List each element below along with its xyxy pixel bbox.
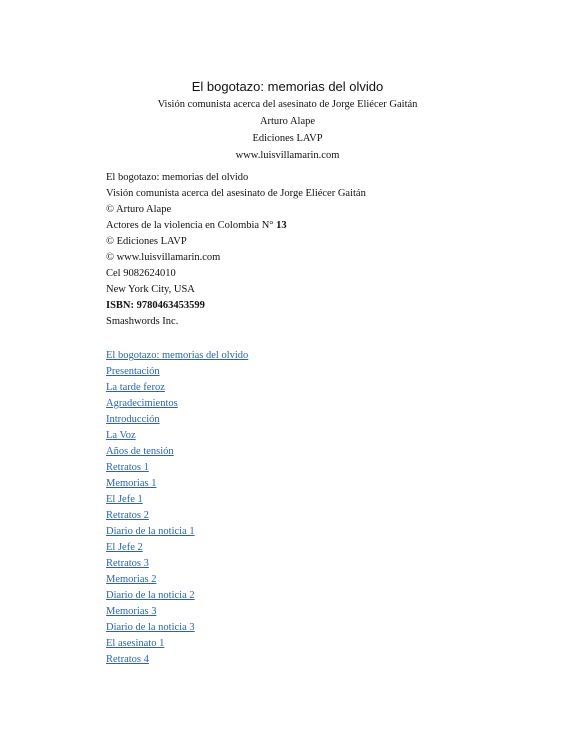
title-block — [0, 78, 575, 164]
meta-series-label: Actores de la violencia en Colombia N° — [106, 220, 277, 231]
meta-copyright-publisher: © Ediciones LAVP — [106, 236, 187, 247]
toc-link[interactable]: La tarde feroz — [106, 382, 165, 393]
meta-isbn: ISBN: 9780463453599 — [106, 300, 205, 311]
meta-location: New York City, USA — [106, 284, 195, 295]
meta-title: El bogotazo: memorias del olvido — [106, 172, 249, 183]
toc-link[interactable]: Memorias 1 — [106, 478, 157, 489]
book-subtitle: Visión comunista acerca del asesinato de Jorge Eliécer Gaitán — [157, 99, 418, 110]
toc-link[interactable]: El Jefe 1 — [106, 494, 143, 505]
toc-link[interactable]: Memorias 3 — [106, 606, 157, 617]
toc-link[interactable]: Retratos 1 — [106, 462, 149, 473]
copyright-info — [106, 170, 366, 330]
book-author: Arturo Alape — [259, 116, 316, 127]
toc-link[interactable]: Memorias 2 — [106, 574, 157, 585]
meta-distributor: Smashwords Inc. — [106, 316, 179, 327]
toc-link[interactable]: Agradecimientos — [106, 398, 178, 409]
toc-link[interactable]: La Voz — [106, 430, 136, 441]
toc-link[interactable]: Diario de la noticia 3 — [106, 622, 195, 633]
toc-link[interactable]: Retratos 2 — [106, 510, 149, 521]
meta-series-number: 13 — [276, 220, 287, 231]
meta-phone: Cel 9082624010 — [106, 268, 176, 279]
book-website: www.luisvillamarin.com — [235, 150, 340, 161]
table-of-contents — [106, 348, 248, 668]
toc-link[interactable]: Diario de la noticia 2 — [106, 590, 195, 601]
toc-link[interactable]: Diario de la noticia 1 — [106, 526, 195, 537]
toc-link[interactable]: Retratos 4 — [106, 654, 149, 665]
toc-link[interactable]: Retratos 3 — [106, 558, 149, 569]
meta-copyright-website: © www.luisvillamarin.com — [106, 252, 221, 263]
toc-link[interactable]: El Jefe 2 — [106, 542, 143, 553]
book-publisher: Ediciones LAVP — [252, 133, 323, 144]
meta-series — [106, 218, 366, 234]
toc-link[interactable]: El asesinato 1 — [106, 638, 165, 649]
book-title: El bogotazo: memorias del olvido — [191, 79, 384, 94]
meta-copyright-author: © Arturo Alape — [106, 204, 172, 215]
toc-link[interactable]: Presentación — [106, 366, 160, 377]
toc-link[interactable]: El bogotazo: memorias del olvido — [106, 350, 249, 361]
toc-link[interactable]: Años de tensión — [106, 446, 174, 457]
meta-subtitle: Visión comunista acerca del asesinato de Jorge Eliécer Gaitán — [106, 188, 366, 199]
toc-link[interactable]: Introducción — [106, 414, 160, 425]
